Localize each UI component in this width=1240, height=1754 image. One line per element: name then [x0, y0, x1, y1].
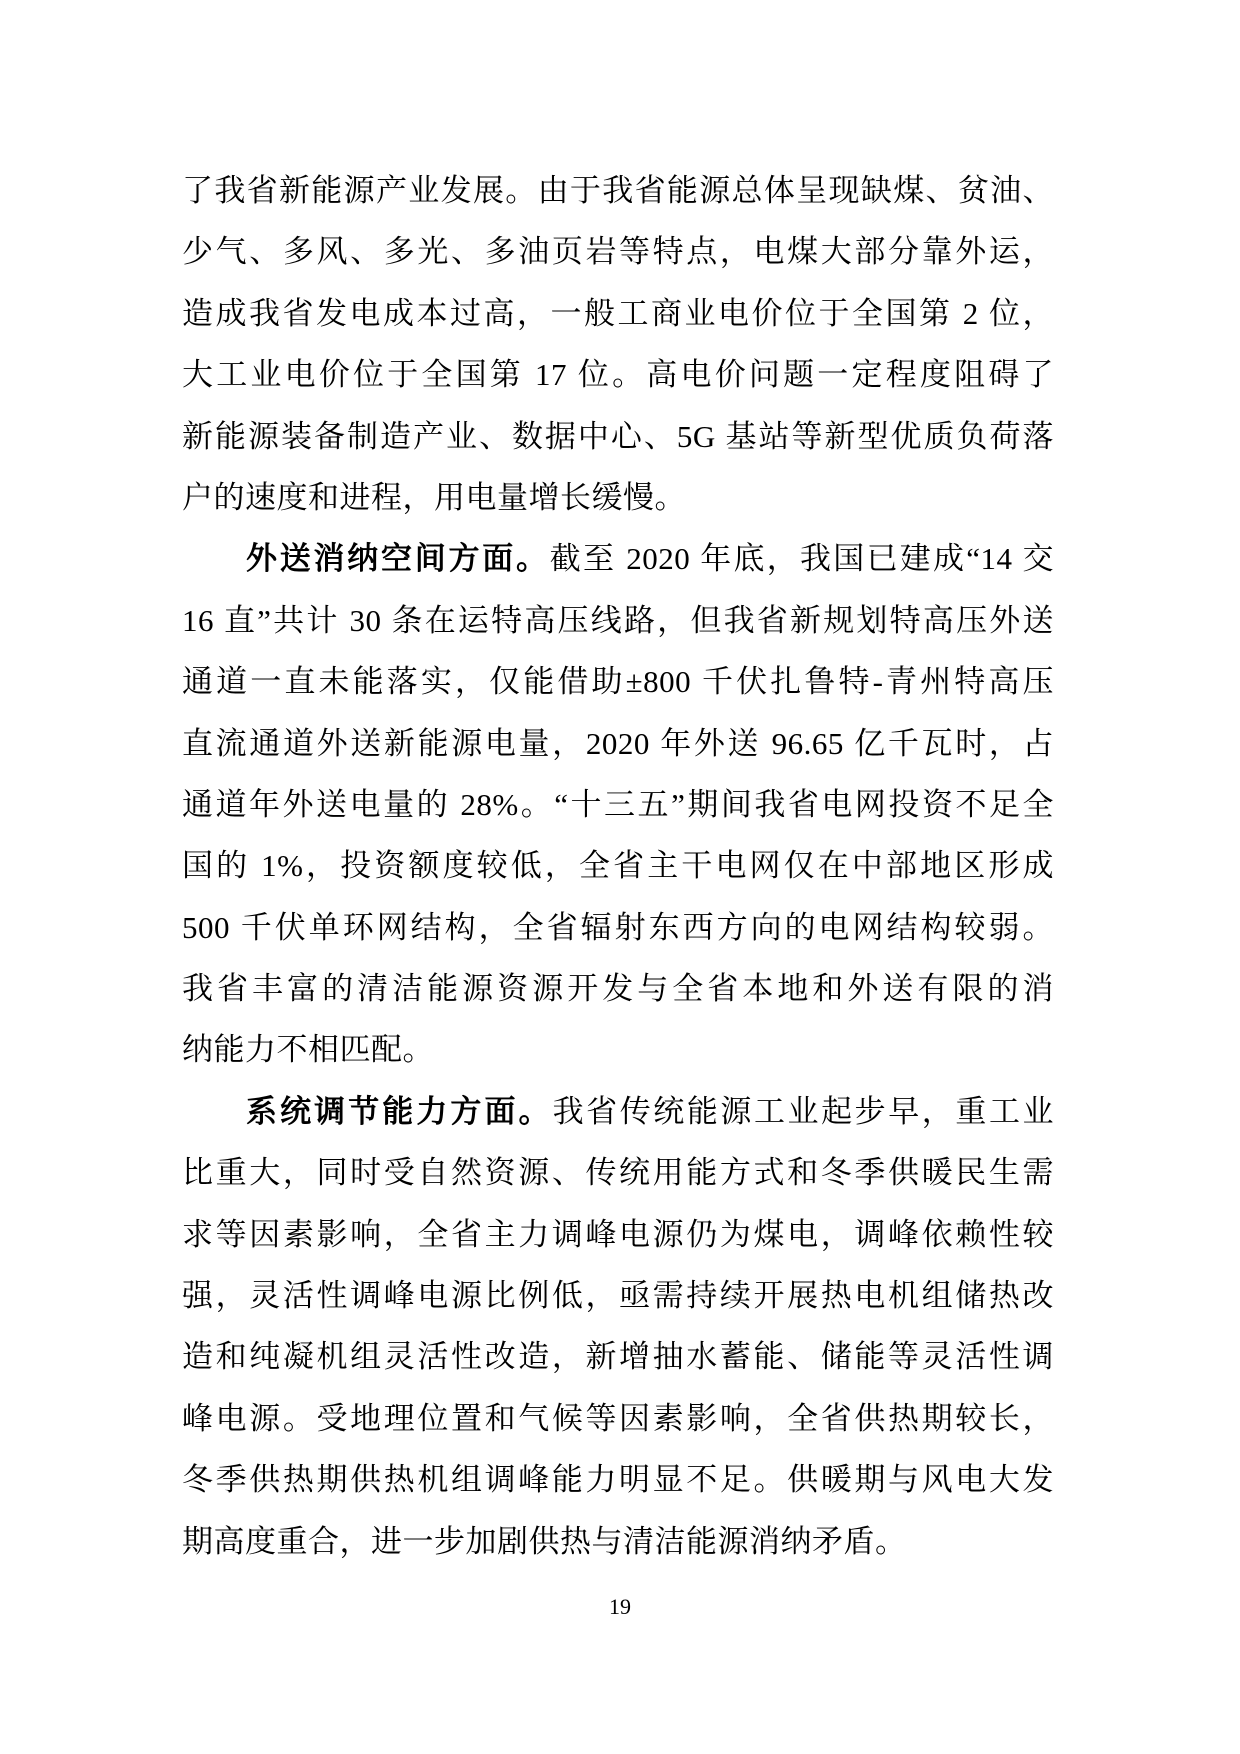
- text-line: 峰电源。受地理位置和气候等因素影响，全省供热期较长，: [182, 1400, 1054, 1436]
- text-line: 外送消纳空间方面。截至 2020 年底，我国已建成“14 交: [246, 541, 1054, 577]
- text-line: 直流通道外送新能源电量，2020 年外送 96.65 亿千瓦时，占: [182, 725, 1054, 761]
- paragraph-lead: 外送消纳空间方面。: [246, 541, 550, 577]
- text-line: 500 千伏单环网结构，全省辐射东西方向的电网结构较弱。: [182, 909, 1054, 945]
- document-body: [182, 160, 1054, 1572]
- text-line: 国的 1%，投资额度较低，全省主干电网仅在中部地区形成: [182, 848, 1054, 884]
- text-line: 16 直”共计 30 条在运特高压线路，但我省新规划特高压外送: [182, 602, 1054, 638]
- page-footer: [0, 1592, 1240, 1622]
- text-line: 系统调节能力方面。我省传统能源工业起步早，重工业: [246, 1093, 1054, 1129]
- text-line: 造和纯凝机组灵活性改造，新增抽水蓄能、储能等灵活性调: [182, 1339, 1054, 1375]
- text-line: 求等因素影响，全省主力调峰电源仍为煤电，调峰依赖性较: [182, 1216, 1054, 1252]
- page-number: 19: [609, 1594, 631, 1619]
- text-line: 少气、多风、多光、多油页岩等特点，电煤大部分靠外运，: [182, 234, 1054, 270]
- text-line: 通道年外送电量的 28%。“十三五”期间我省电网投资不足全: [182, 786, 1054, 822]
- text-line: 我省丰富的清洁能源资源开发与全省本地和外送有限的消: [182, 971, 1054, 1007]
- text-line: 期高度重合，进一步加剧供热与清洁能源消纳矛盾。: [182, 1523, 907, 1559]
- text-line: 强，灵活性调峰电源比例低，亟需持续开展热电机组储热改: [182, 1278, 1054, 1314]
- text-line: 了我省新能源产业发展。由于我省能源总体呈现缺煤、贫油、: [182, 173, 1054, 208]
- text-line: 通道一直未能落实，仅能借助±800 千伏扎鲁特-青州特高压: [182, 664, 1054, 700]
- text-line: 户的速度和进程，用电量增长缓慢。: [182, 479, 686, 515]
- paragraph-lead: 系统调节能力方面。: [246, 1093, 553, 1129]
- text-line: 新能源装备制造产业、数据中心、5G 基站等新型优质负荷落: [182, 418, 1054, 454]
- text-line: 纳能力不相匹配。: [182, 1032, 434, 1068]
- text-line: 大工业电价位于全国第 17 位。高电价问题一定程度阻碍了: [182, 357, 1054, 393]
- text-line: 造成我省发电成本过高，一般工商业电价位于全国第 2 位，: [182, 295, 1054, 331]
- text-line: 比重大，同时受自然资源、传统用能方式和冬季供暖民生需: [182, 1155, 1054, 1191]
- text-line: 冬季供热期供热机组调峰能力明显不足。供暖期与风电大发: [182, 1462, 1054, 1498]
